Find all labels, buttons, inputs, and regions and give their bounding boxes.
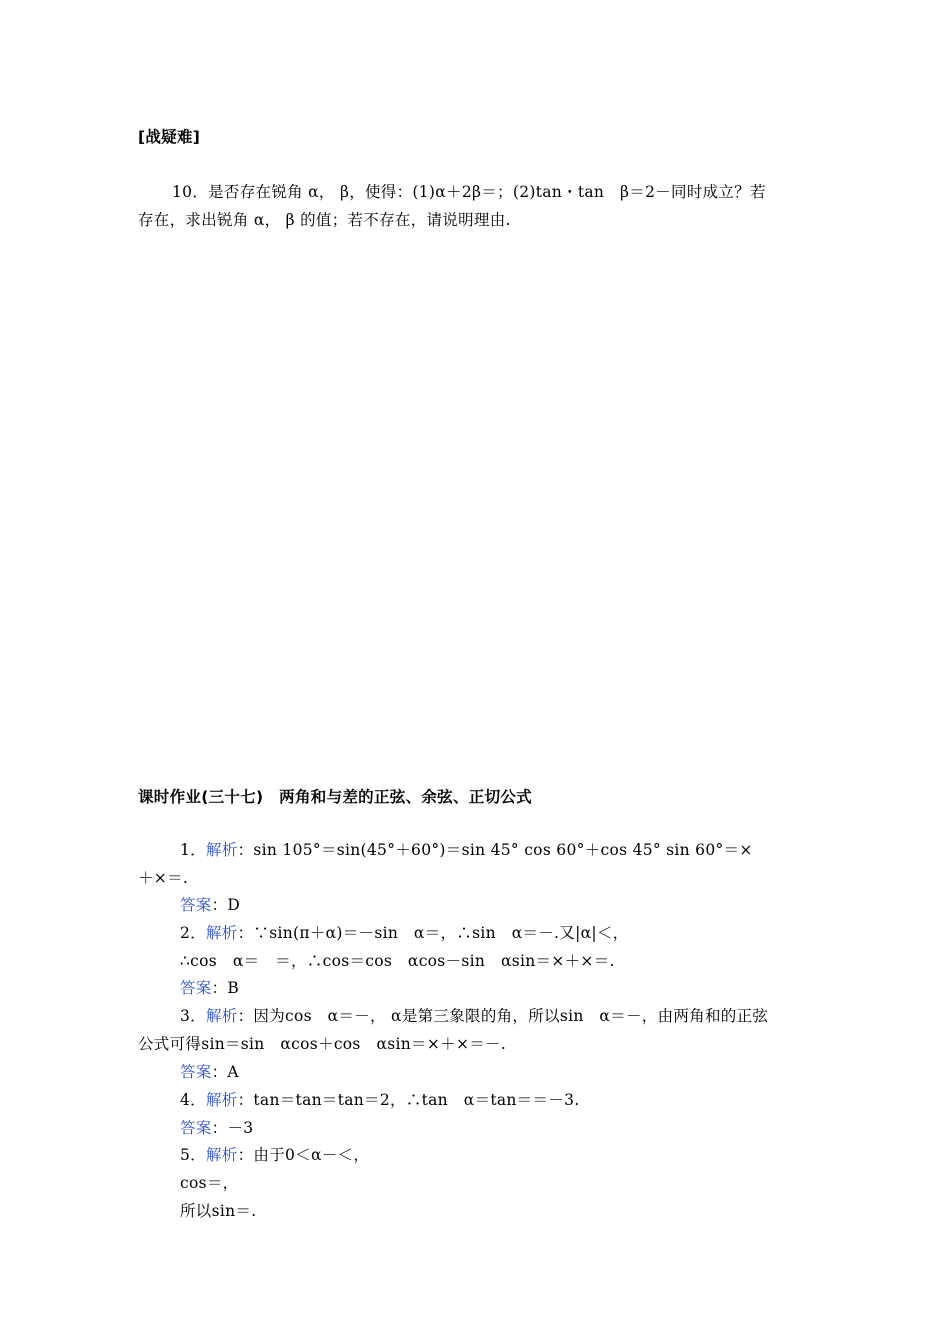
separator: ： [237,1146,254,1164]
answer-4-text: tan＝tan＝tan＝2，∴tan α＝tan＝＝－3. [253,1091,580,1109]
answer-5-number: 5． [180,1146,206,1164]
section-header: [战疑难] [138,128,201,146]
analysis-label: 解析 [205,1007,238,1025]
answer-4-result [180,1118,253,1138]
analysis-label: 解析 [205,1146,238,1164]
separator: ： [237,841,254,859]
answer-5-line-2: cos＝， [180,1174,239,1192]
answer-2-result [180,978,239,998]
answer-label: 答案 [180,1063,212,1081]
answer-3-text: 因为cos α＝－， α是第三象限的角，所以sin α＝－，由两角和的正弦 [253,1007,769,1025]
answer-5-line-1 [180,1145,369,1165]
answer-3-result [180,1062,239,1082]
answer-1-value: ：D [211,896,241,914]
answer-3-line-2: 公式可得sin＝sin αcos＋cos αsin＝×＋×＝－. [138,1035,507,1053]
answer-label: 答案 [180,1119,212,1137]
answer-1-number: 1． [180,841,206,859]
answer-label: 答案 [180,896,212,914]
answer-3-number: 3． [180,1007,206,1025]
answer-2-text: ∵sin(π＋α)＝－sin α＝，∴sin α＝－.又|α|＜， [253,924,629,942]
answer-label: 答案 [180,979,212,997]
answer-1-text: sin 105°＝sin(45°＋60°)＝sin 45° cos 60°＋cos 45° sin 60°＝× [253,841,753,859]
separator: ： [237,1007,254,1025]
answer-2-line-1 [180,923,629,943]
analysis-label: 解析 [205,924,238,942]
answer-4-value: ：－3 [211,1119,254,1137]
analysis-label: 解析 [205,841,238,859]
answer-4-number: 4． [180,1091,206,1109]
separator: ： [237,924,254,942]
answer-3-value: ：A [211,1063,239,1081]
homework-title: 课时作业(三十七) 两角和与差的正弦、余弦、正切公式 [138,788,532,806]
separator: ： [237,1091,254,1109]
analysis-label: 解析 [205,1091,238,1109]
answer-2-value: ：B [211,979,240,997]
answer-1-result [180,895,240,915]
answer-5-text: 由于0＜α－＜， [253,1146,370,1164]
question-10-line-2: 存在，求出锐角 α， β 的值；若不存在，请说明理由. [138,211,511,229]
answer-1-line-1 [180,840,753,860]
answer-2-line-2: ∴cos α＝ ＝，∴cos＝cos αcos－sin αsin＝×＋×＝. [180,952,615,970]
answer-3-line-1 [180,1006,768,1026]
answer-2-number: 2． [180,924,206,942]
question-10-line-1: 10．是否存在锐角 α， β，使得：(1)α＋2β＝；(2)tan・tan β＝2－同时成立？若 [172,183,766,201]
answer-1-line-2: ＋×＝. [138,869,189,887]
answer-4-line-1 [180,1090,579,1110]
answer-5-line-3: 所以sin＝. [180,1202,257,1220]
